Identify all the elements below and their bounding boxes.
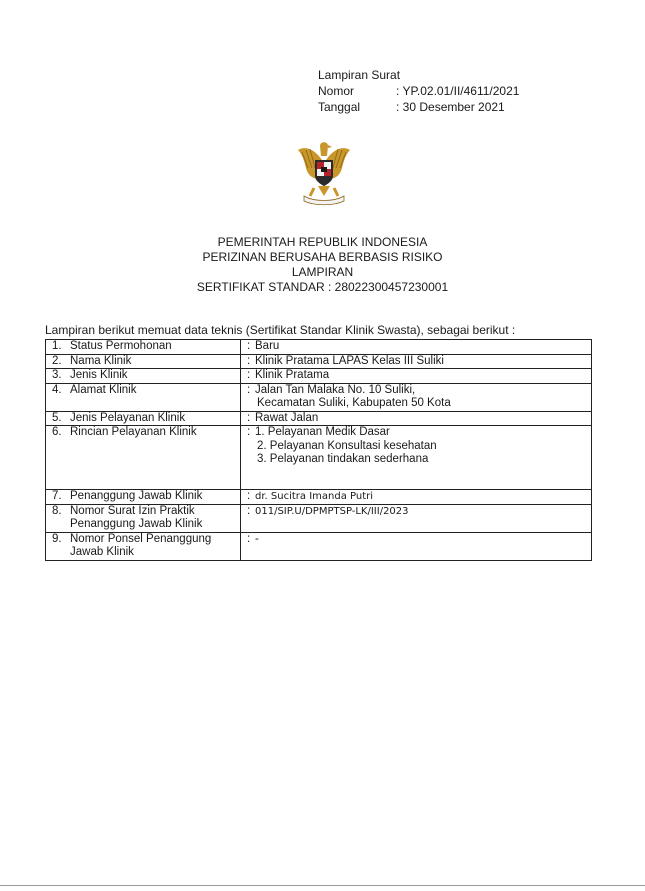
row-value: 011/SIP.U/DPMPTSP-LK/III/2023 [255,505,409,517]
table-row [46,340,592,355]
row-value: Baru [255,340,280,352]
row-number: 5. [52,411,62,424]
reference-date-value: : 30 Desember 2021 [396,100,505,114]
heading-line-4: SERTIFIKAT STANDAR : 28022300457230001 [196,280,449,294]
row-number: 1. [52,340,62,352]
table-row [46,426,592,490]
row-label: Nomor Surat Izin Praktik [70,504,195,517]
heading-line-1: PEMERINTAH REPUBLIK INDONESIA [217,235,428,249]
reference-number-label: Nomor [318,84,355,98]
row-label: Rincian Pelayanan Klinik [70,426,197,438]
table-row [46,369,592,384]
row-label: Nomor Ponsel Penanggung [70,532,212,545]
reference-number-value: : YP.02.01/II/4611/2021 [396,84,520,98]
colon: : [247,411,251,424]
colon: : [247,354,251,367]
technical-data-table [45,339,592,561]
colon: : [247,426,251,438]
row-value: Klinik Pratama [255,369,330,381]
row-label: Jawab Klinik [70,546,134,558]
reference-date-label: Tanggal [318,100,361,114]
table-row [46,504,592,532]
row-value: - [255,532,259,545]
table-row [46,383,592,411]
document-heading [0,235,645,295]
row-number: 3. [52,369,62,381]
row-label: Penanggung Jawab Klinik [70,490,203,502]
row-value: Kecamatan Suliki, Kabupaten 50 Kota [257,397,451,409]
row-label: Jenis Pelayanan Klinik [70,411,186,424]
row-value: Jalan Tan Malaka No. 10 Suliki, [255,383,416,396]
letter-reference [318,67,519,115]
row-label: Penanggung Jawab Klinik [70,518,203,530]
colon: : [247,369,251,381]
row-label: Status Permohonan [70,340,172,352]
colon: : [247,490,251,502]
row-label: Alamat Klinik [70,383,137,396]
row-value: 2. Pelayanan Konsultasi kesehatan [257,439,437,452]
row-number: 6. [52,426,62,438]
colon: : [247,340,251,352]
row-number: 8. [52,504,62,517]
table-row [46,532,592,560]
garuda-pancasila-emblem [296,138,352,206]
row-number: 7. [52,490,62,502]
colon: : [247,532,251,545]
intro-text: Lampiran berikut memuat data teknis (Sertifikat Standar Klinik Swasta), sebagai berikut : [45,323,516,337]
table-row [46,354,592,369]
row-value: Klinik Pratama LAPAS Kelas III Suliki [255,354,444,367]
row-value: dr. Sucitra Imanda Putri [255,491,374,502]
row-label: Nama Klinik [70,354,132,367]
row-label: Jenis Klinik [70,369,128,381]
row-number: 9. [52,532,62,545]
row-number: 4. [52,383,62,396]
row-number: 2. [52,354,62,367]
reference-heading: Lampiran Surat [318,68,401,82]
reference-date-row [318,99,519,115]
row-value: 3. Pelayanan tindakan sederhana [257,453,429,465]
page-bottom-edge [0,885,645,886]
row-value: Rawat Jalan [255,411,319,424]
colon: : [247,383,251,396]
row-value: 1. Pelayanan Medik Dasar [255,426,390,438]
table-row [46,411,592,426]
table-row [46,490,592,505]
colon: : [247,504,251,517]
reference-number-row [318,83,519,99]
heading-line-2: PERIZINAN BERUSAHA BERBASIS RISIKO [202,250,443,264]
heading-line-3: LAMPIRAN [291,265,354,279]
